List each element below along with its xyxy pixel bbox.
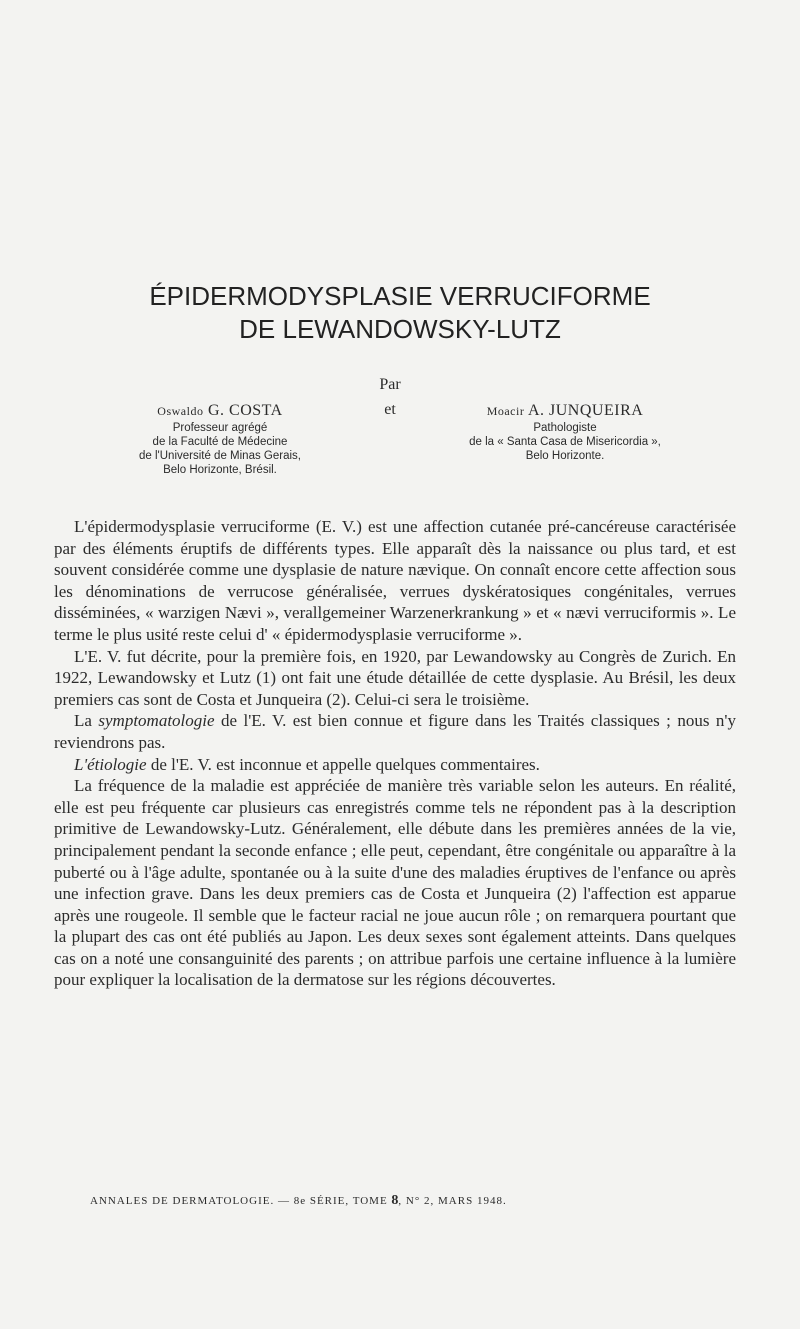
author-affiliation-line: de la « Santa Casa de Misericordia », <box>469 436 661 448</box>
author-affiliation-line: Professeur agrégé <box>172 422 268 434</box>
text-run: La <box>74 711 99 731</box>
author-first-name: Oswaldo <box>157 404 204 418</box>
author-name <box>430 401 700 421</box>
author-name <box>110 401 330 421</box>
author-affiliation-line: Pathologiste <box>533 422 597 434</box>
author-surname: G. COSTA <box>203 402 283 419</box>
author-costa <box>110 401 330 477</box>
section-keyword: symptomatologie <box>98 711 215 731</box>
body-paragraph: La fréquence de la maladie est appréciée de manière très variable selon les auteurs. En réalité, elle est peu fréquente car plusieurs cas enregistrés comme tels ne répondent pas à la description primitive de Lewandowsky-Lutz. Généralement, elle débute dans les premières années de la vie, principalement pendant la seconde enfance ; elle peut, cependant, être congénitale ou apparaître à la puberté ou à l'âge adulte, spontanée ou à la suite d'une des maladies éruptives de l'enfance ou après une infection grave. Dans les deux premiers cas de Costa et Junqueira (2) l'affection est apparue après une rougeole. Il semble que le facteur racial ne joue aucun rôle ; on remarquera pourtant que la plupart des cas ont été publiés au Japon. Les deux sexes sont également atteints. Dans quelques cas on a noté une consanguinité des parents ; on attribue parfois une certaine influence à la lumière pour expliquer la localisation de la dermatose sur les régions découvertes. <box>54 776 736 990</box>
author-junqueira <box>430 401 700 463</box>
author-affiliation-line: Belo Horizonte, Brésil. <box>163 464 277 476</box>
author-first-name: Moacir <box>486 404 525 418</box>
article-title <box>0 280 800 346</box>
body-paragraph: L'E. V. fut décrite, pour la première fois, en 1920, par Lewandowsky au Congrès de Zurich. En 1922, Lewandowsky et Lutz (1) ont fait une étude détaillée de cette dysplasie. Au Brésil, les deux premiers cas sont de Costa et Junqueira (2). Celui-ci sera le troisième. <box>54 646 736 709</box>
text-run: de l'E. V. est inconnue et appelle quelques commentaires. <box>146 754 540 774</box>
byline-par: Par <box>379 376 401 393</box>
author-surname: A. JUNQUEIRA <box>524 402 644 419</box>
body-paragraph: L'épidermodysplasie verruciforme (E. V.) est une affection cutanée pré-cancéreuse caractérisée par des éléments éruptifs de différents types. Elle apparaît dès la naissance ou plus tard, et est souvent considérée comme une dysplasie de nature nævique. On connaît encore cette affection sous les dénominations de verrucose généralisée, verrues dyskératosiques congénitales, verrues disséminées, « warzigen Nævi », verallgemeiner Warzenerkrankung » et « nævi verruciformis ». Le terme le plus usité reste celui d' « épidermodysplasie verruciforme ». <box>54 517 736 644</box>
byline-et: et <box>384 401 396 418</box>
article-body <box>54 516 736 991</box>
footer-text: ANNALES DE DERMATOLOGIE. — 8e SÉRIE, TOME <box>90 1195 392 1207</box>
title-line-2: DE LEWANDOWSKY-LUTZ <box>239 314 561 344</box>
text-run: de l'E. V. est bien connue et figure dans les Traités classiques ; nous n'y reviendrons pas. <box>54 711 736 752</box>
body-paragraph <box>54 754 736 776</box>
title-line-1: ÉPIDERMODYSPLASIE VERRUCIFORME <box>149 281 651 311</box>
footer-text: , N° 2, MARS 1948. <box>398 1195 507 1207</box>
section-keyword: L'étiologie <box>74 754 147 774</box>
footer-tome: 8 <box>391 1193 399 1208</box>
body-paragraph <box>54 710 736 753</box>
author-affiliation-line: de la Faculté de Médecine <box>152 436 288 448</box>
journal-footer <box>90 1193 690 1209</box>
author-affiliation-line: de l'Université de Minas Gerais, <box>139 450 301 462</box>
author-affiliation-line: Belo Horizonte. <box>525 450 605 462</box>
